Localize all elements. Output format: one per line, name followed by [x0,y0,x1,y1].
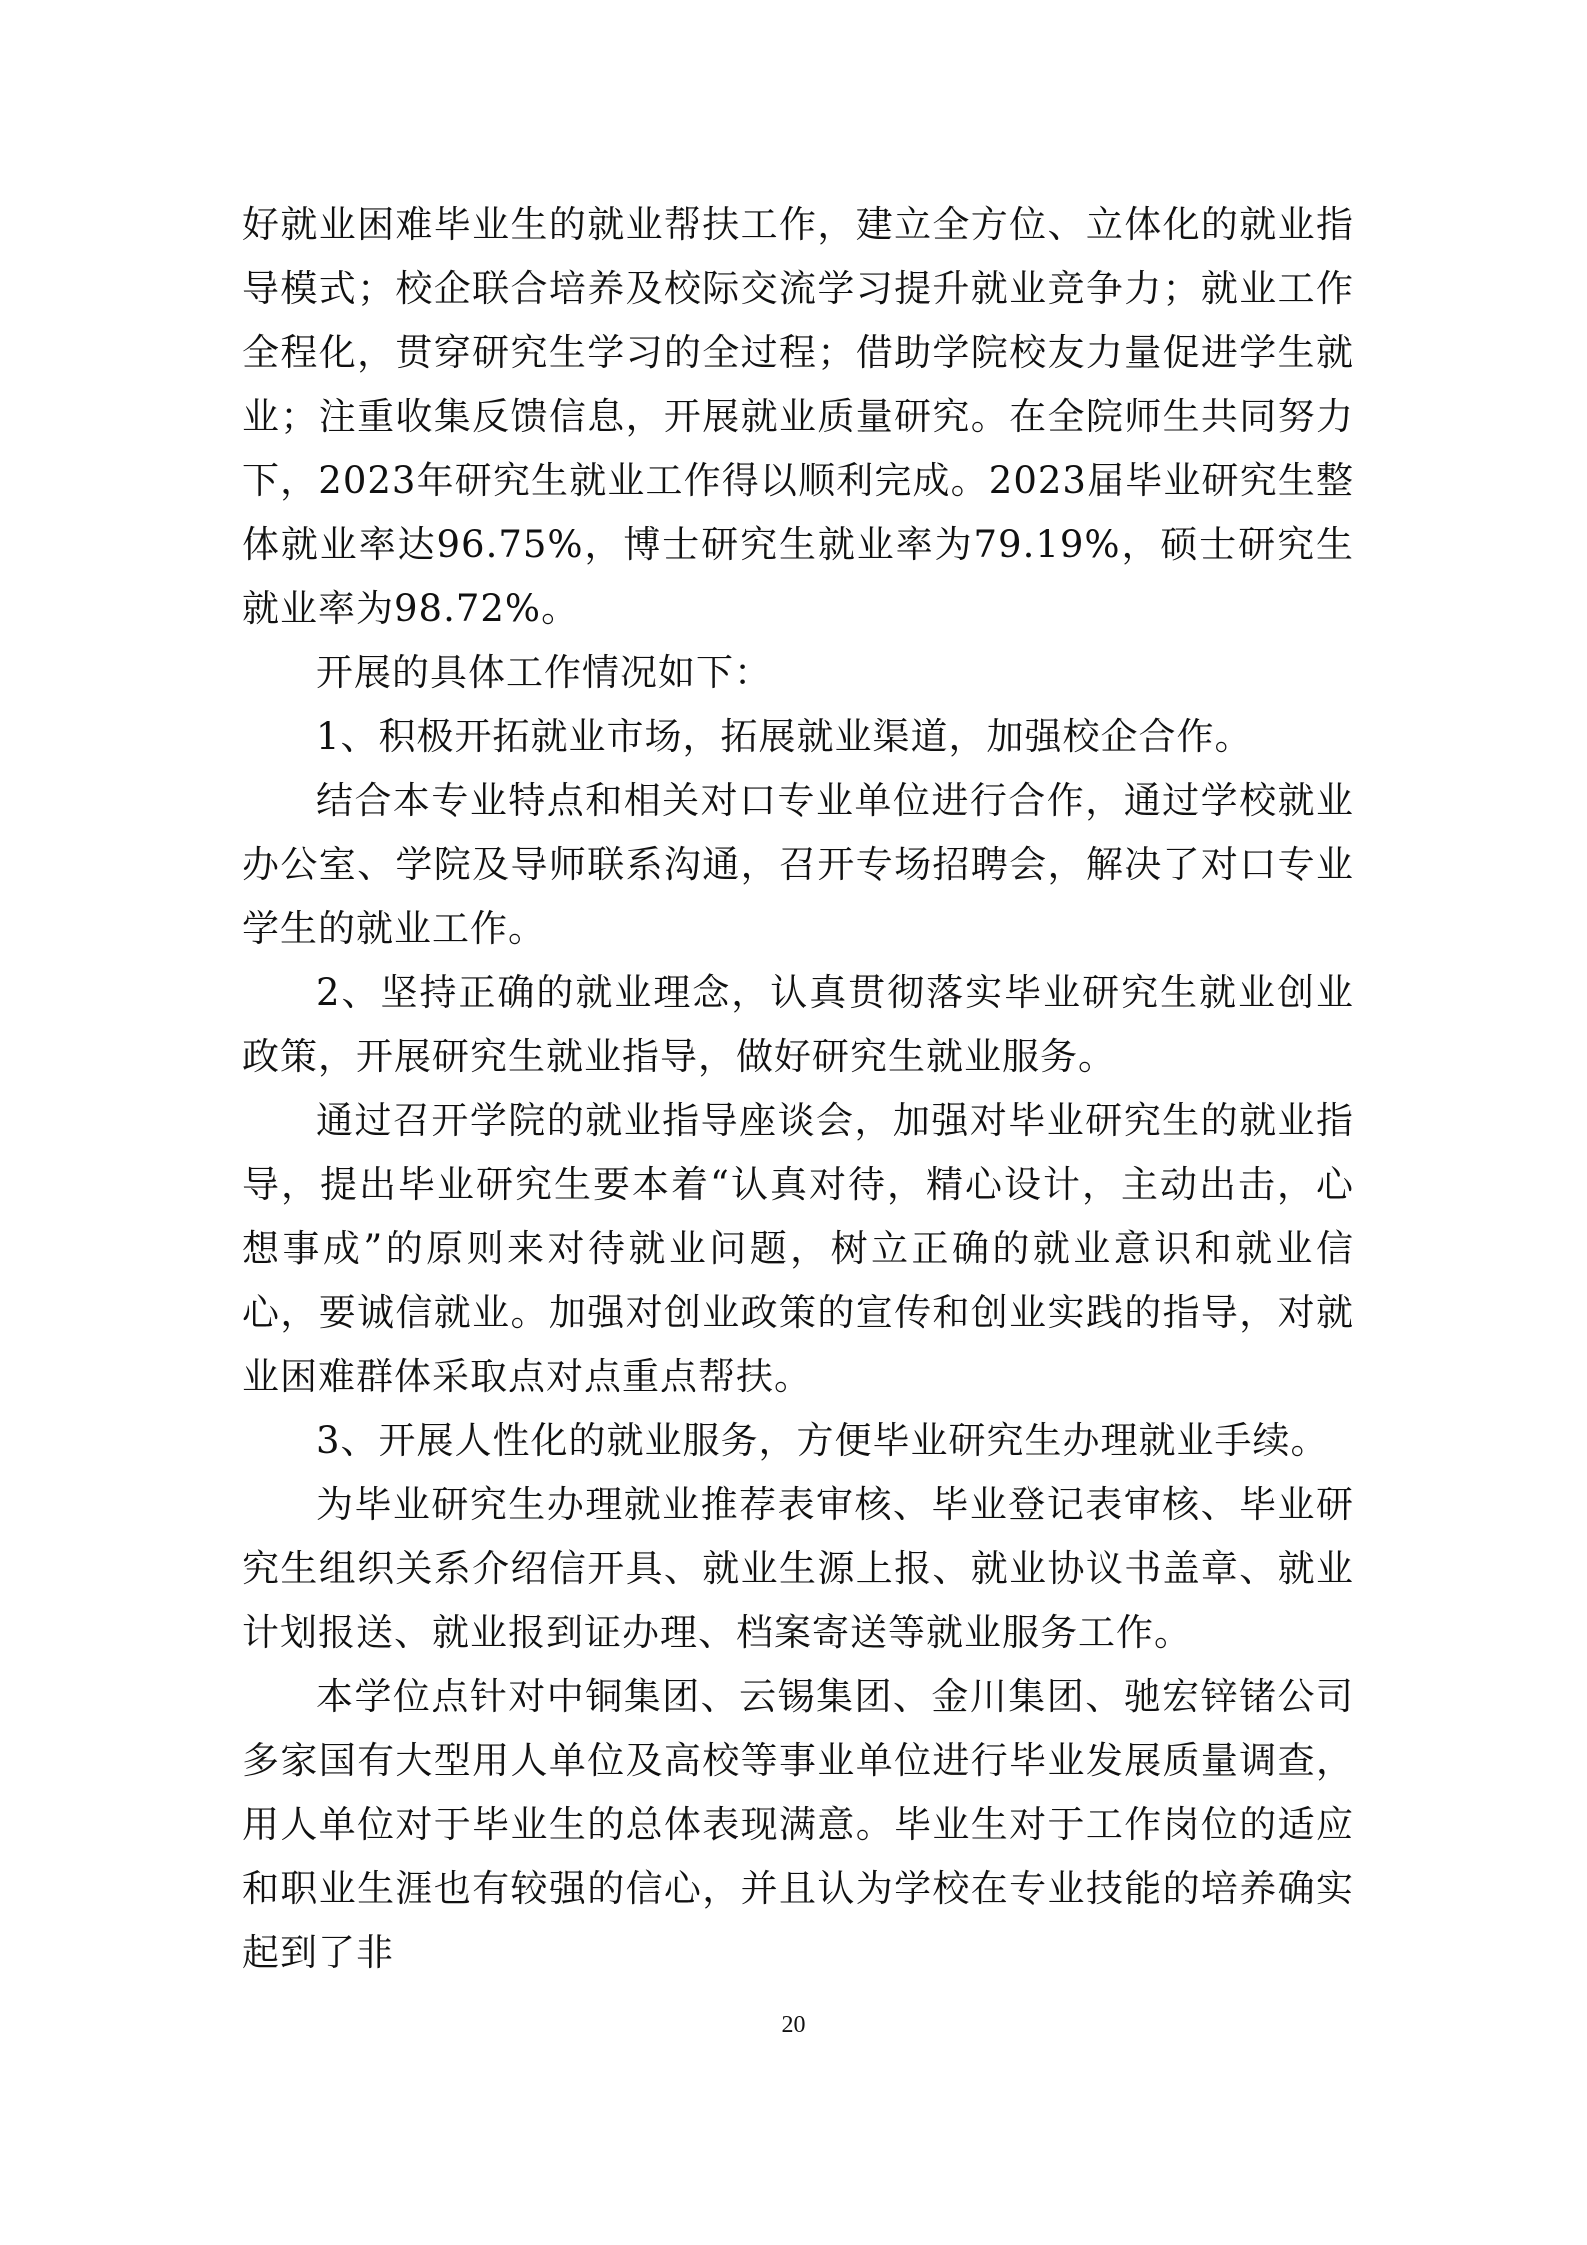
paragraph-work-intro: 开展的具体工作情况如下： [316,651,772,694]
paragraph-item-2-detail: 通过召开学院的就业指导座谈会，加强对毕业研究生的就业指导，提出毕业研究生要本着“认真对待，精心设计，主动出击，心想事成”的原则来对待就业问题，树立正确的就业意识和就业信心，要诚信就业。加强对创业政策的宣传和创业实践的指导，对就业困难群体采取点对点重点帮扶。 [242,1099,1354,1398]
body-text [242,193,1354,1985]
paragraph-item-1-detail: 结合本专业特点和相关对口专业单位进行合作，通过学校就业办公室、学院及导师联系沟通，召开专场招聘会，解决了对口专业学生的就业工作。 [242,779,1354,950]
paragraph-employment-summary: 好就业困难毕业生的就业帮扶工作，建立全方位、立体化的就业指导模式；校企联合培养及校际交流学习提升就业竞争力；就业工作全程化，贯穿研究生学习的全过程；借助学院校友力量促进学生就业；注重收集反馈信息，开展就业质量研究。在全院师生共同努力下，2023年研究生就业工作得以顺利完成。2023届毕业研究生整体就业率达96.75%，博士研究生就业率为79.19%，硕士研究生就业率为98.72%。 [242,203,1354,630]
page-number: 20 [781,2012,806,2038]
paragraph-quality-survey: 本学位点针对中铜集团、云锡集团、金川集团、驰宏锌锗公司多家国有大型用人单位及高校等事业单位进行毕业发展质量调查，用人单位对于毕业生的总体表现满意。毕业生对于工作岗位的适应和职业生涯也有较强的信心，并且认为学校在专业技能的培养确实起到了非 [242,1675,1354,1974]
heading-item-1: 1、积极开拓就业市场，拓展就业渠道，加强校企合作。 [316,715,1253,758]
heading-item-2: 2、坚持正确的就业理念，认真贯彻落实毕业研究生就业创业政策，开展研究生就业指导，做好研究生就业服务。 [242,971,1354,1078]
heading-item-3: 3、开展人性化的就业服务，方便毕业研究生办理就业手续。 [316,1419,1329,1462]
paragraph-item-3-detail: 为毕业研究生办理就业推荐表审核、毕业登记表审核、毕业研究生组织关系介绍信开具、就业生源上报、就业协议书盖章、就业计划报送、就业报到证办理、档案寄送等就业服务工作。 [242,1483,1354,1654]
